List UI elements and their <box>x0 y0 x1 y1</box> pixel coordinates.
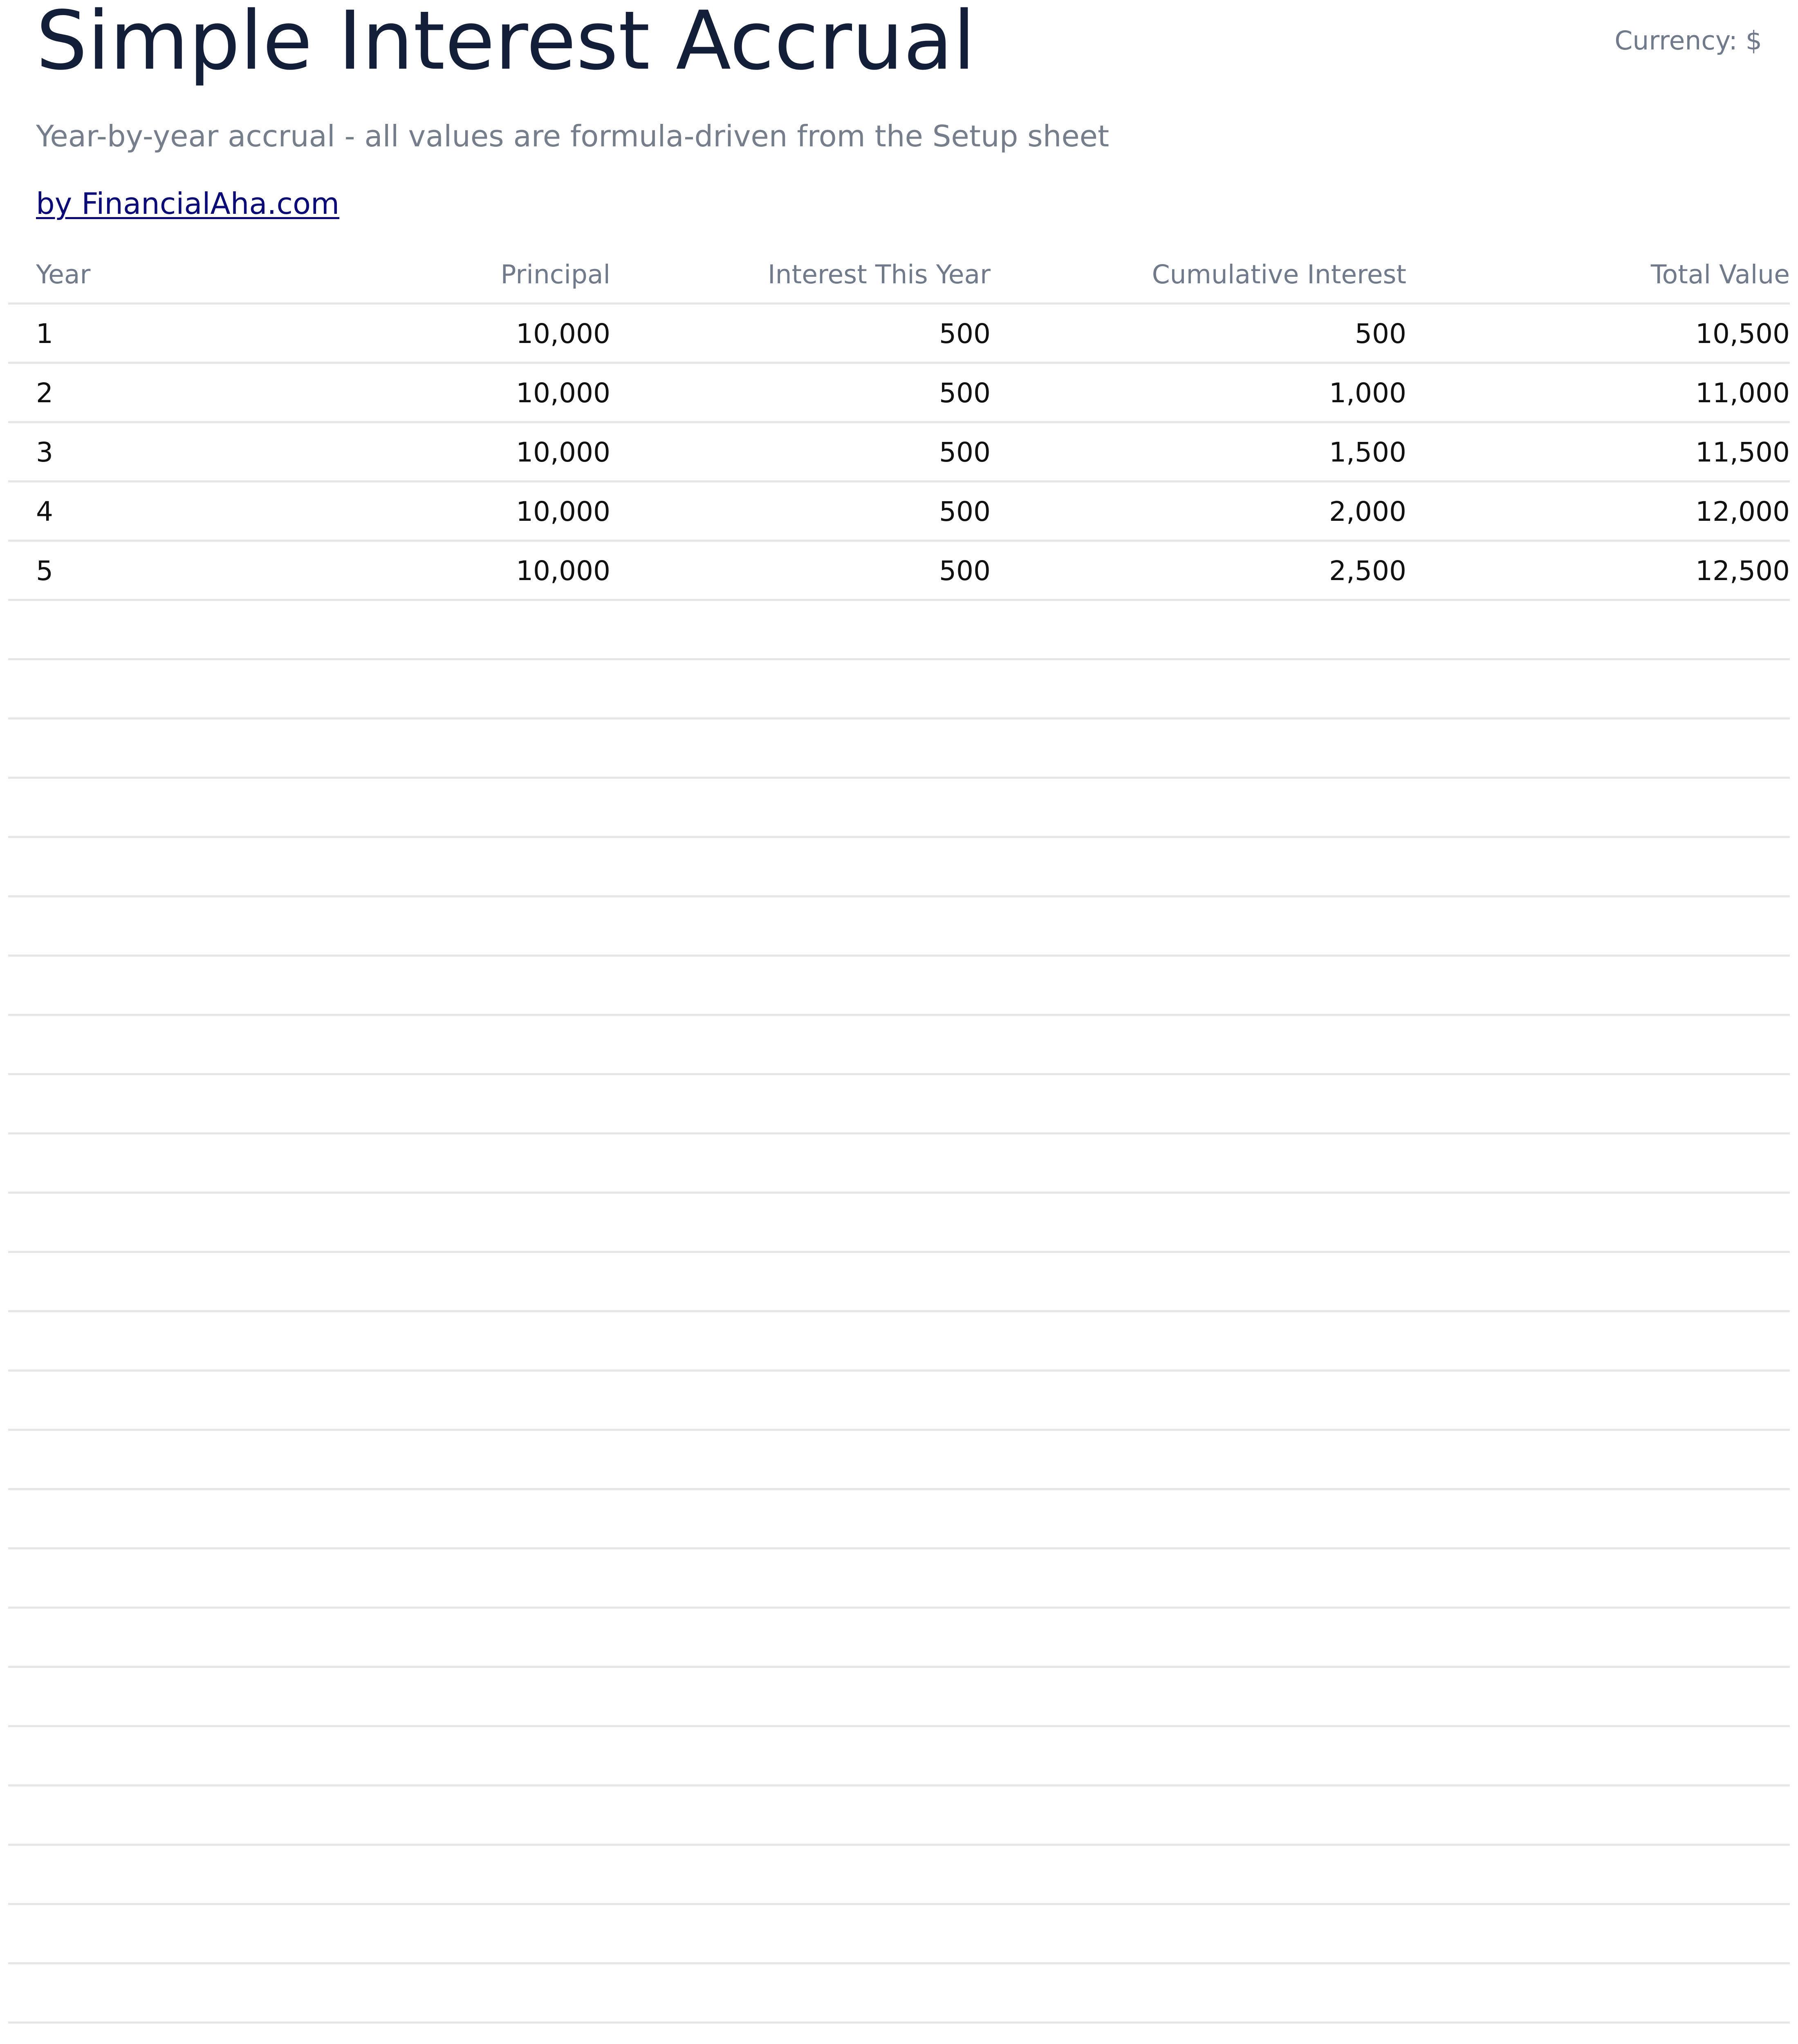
empty-table-row <box>8 1609 1790 1668</box>
cell-year: 3 <box>36 437 53 468</box>
cell-total-value: 11,000 <box>1695 377 1790 409</box>
cell-total-value: 11,500 <box>1695 437 1790 468</box>
page-subtitle: Year-by-year accrual - all values are formula-driven from the Setup sheet <box>36 119 1110 153</box>
empty-table-row <box>8 660 1790 719</box>
page-title: Simple Interest Accrual <box>36 0 975 88</box>
cell-interest-this-year: 500 <box>939 318 991 350</box>
accrual-table <box>8 245 1790 2044</box>
empty-table-row <box>8 1490 1790 1549</box>
empty-table-row <box>8 2024 1790 2044</box>
empty-table-row <box>8 1668 1790 1727</box>
cell-interest-this-year: 500 <box>939 496 991 527</box>
cell-principal: 10,000 <box>516 318 610 350</box>
empty-table-row <box>8 1372 1790 1431</box>
empty-table-row <box>8 1312 1790 1372</box>
empty-table-row <box>8 838 1790 897</box>
column-header-principal: Principal <box>500 260 610 289</box>
cell-interest-this-year: 500 <box>939 437 991 468</box>
cell-cumulative-interest: 2,500 <box>1329 555 1406 587</box>
empty-table-row <box>8 779 1790 838</box>
table-row <box>8 423 1790 482</box>
cell-cumulative-interest: 500 <box>1355 318 1406 350</box>
cell-principal: 10,000 <box>516 496 610 527</box>
column-header-cumulative-interest: Cumulative Interest <box>1152 260 1406 289</box>
empty-table-row <box>8 601 1790 660</box>
empty-table-row <box>8 1846 1790 1905</box>
cell-cumulative-interest: 1,500 <box>1329 437 1406 468</box>
byline-link[interactable]: by FinancialAha.com <box>36 186 340 221</box>
table-row <box>8 542 1790 601</box>
empty-table-row <box>8 1727 1790 1786</box>
currency-label: Currency: $ <box>1614 26 1762 56</box>
empty-table-row <box>8 1253 1790 1312</box>
empty-table-row <box>8 897 1790 957</box>
table-row <box>8 305 1790 364</box>
cell-cumulative-interest: 2,000 <box>1329 496 1406 527</box>
empty-table-row <box>8 1786 1790 1846</box>
empty-table-row <box>8 1905 1790 1964</box>
cell-cumulative-interest: 1,000 <box>1329 377 1406 409</box>
table-row <box>8 482 1790 542</box>
cell-principal: 10,000 <box>516 377 610 409</box>
empty-table-row <box>8 1549 1790 1609</box>
cell-year: 5 <box>36 555 53 587</box>
cell-interest-this-year: 500 <box>939 377 991 409</box>
cell-total-value: 12,500 <box>1695 555 1790 587</box>
empty-table-row <box>8 1134 1790 1194</box>
cell-principal: 10,000 <box>516 555 610 587</box>
empty-table-row <box>8 1964 1790 2024</box>
empty-table-row <box>8 1075 1790 1134</box>
empty-rows <box>8 601 1790 2044</box>
column-header-year: Year <box>36 260 91 289</box>
table-row <box>8 364 1790 423</box>
cell-year: 2 <box>36 377 53 409</box>
empty-table-row <box>8 1431 1790 1490</box>
column-header-interest-this-year: Interest This Year <box>768 260 991 289</box>
table-header-row <box>8 245 1790 305</box>
cell-principal: 10,000 <box>516 437 610 468</box>
empty-table-row <box>8 957 1790 1016</box>
column-header-total-value: Total Value <box>1650 260 1790 289</box>
empty-table-row <box>8 1194 1790 1253</box>
empty-table-row <box>8 719 1790 779</box>
cell-interest-this-year: 500 <box>939 555 991 587</box>
empty-table-row <box>8 1016 1790 1075</box>
cell-total-value: 10,500 <box>1695 318 1790 350</box>
cell-year: 1 <box>36 318 53 350</box>
cell-total-value: 12,000 <box>1695 496 1790 527</box>
cell-year: 4 <box>36 496 53 527</box>
